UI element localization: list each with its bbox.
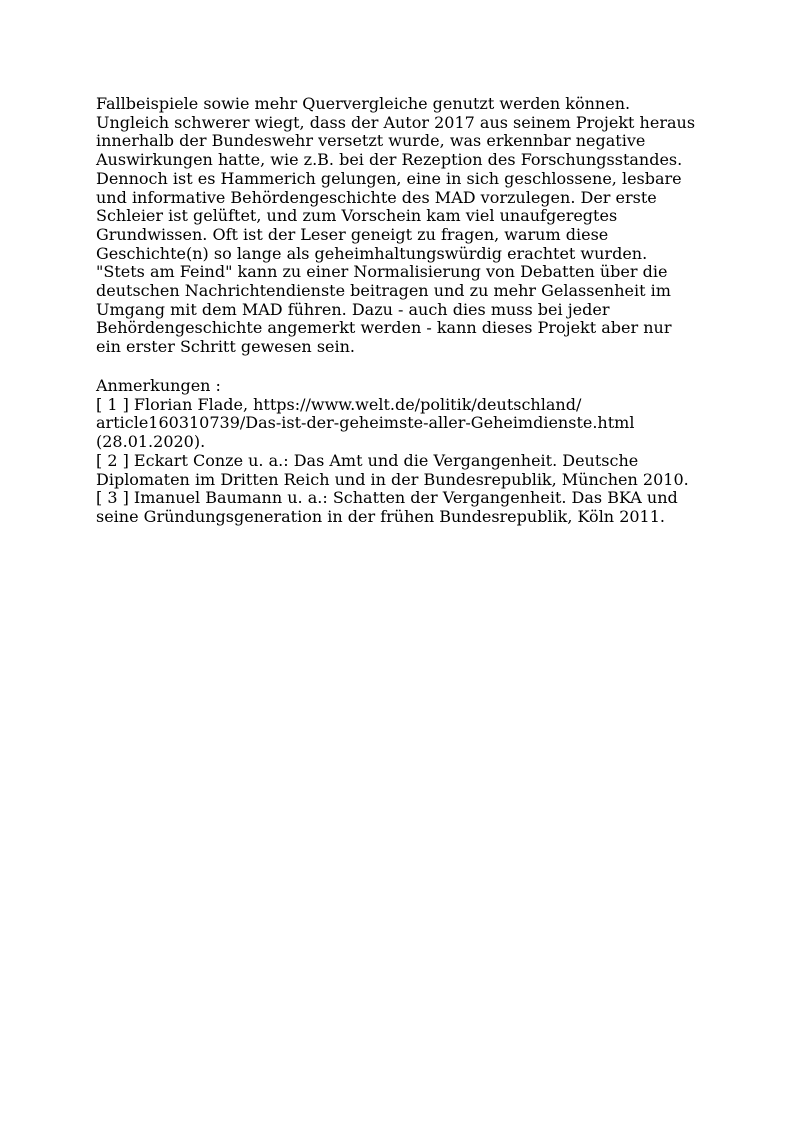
body-line: Umgang mit dem MAD führen. Dazu - auch dies muss bei jeder	[96, 299, 610, 319]
body-line: Geschichte(n) so lange als geheimhaltungswürdig erachtet wurden.	[96, 243, 648, 263]
body-line: Fallbeispiele sowie mehr Quervergleiche genutzt werden können.	[96, 94, 631, 113]
note-line: [ 1 ] Florian Flade, https://www.welt.de/politik/deutschland/	[96, 394, 582, 414]
body-line: Ungleich schwerer wiegt, dass der Autor 2017 aus seinem Projekt heraus	[96, 112, 696, 132]
note-line: article160310739/Das-ist-der-geheimste-aller-Geheimdienste.html	[96, 413, 635, 433]
note-line: [ 3 ] Imanuel Baumann u. a.: Schatten der Vergangenheit. Das BKA und	[96, 488, 678, 508]
body-paragraph	[96, 95, 756, 357]
note-line: Diplomaten im Dritten Reich und in der Bundesrepublik, München 2010.	[96, 469, 689, 489]
body-line: deutschen Nachrichtendienste beitragen und zu mehr Gelassenheit im	[96, 281, 671, 301]
body-line: ein erster Schritt gewesen sein.	[96, 337, 356, 357]
body-line: Dennoch ist es Hammerich gelungen, eine in sich geschlossene, lesbare	[96, 168, 682, 188]
notes-heading: Anmerkungen :	[96, 376, 221, 395]
body-line: "Stets am Feind" kann zu einer Normalisierung von Debatten über die	[96, 262, 668, 282]
note-line: [ 2 ] Eckart Conze u. a.: Das Amt und die Vergangenheit. Deutsche	[96, 450, 639, 470]
note-line: seine Gründungsgeneration in der frühen Bundesrepublik, Köln 2011.	[96, 506, 665, 526]
body-line: Grundwissen. Oft ist der Leser geneigt zu fragen, warum diese	[96, 224, 609, 244]
body-line: innerhalb der Bundeswehr versetzt wurde, was erkennbar negative	[96, 131, 646, 151]
note-line: (28.01.2020).	[96, 432, 206, 452]
notes-section	[96, 377, 756, 527]
body-line: Behördengeschichte angemerkt werden - kann dieses Projekt aber nur	[96, 318, 672, 338]
body-line: und informative Behördengeschichte des MAD vorzulegen. Der erste	[96, 187, 657, 207]
body-line: Schleier ist gelüftet, und zum Vorschein kam viel unaufgeregtes	[96, 206, 618, 226]
body-line: Auswirkungen hatte, wie z.B. bei der Rezeption des Forschungsstandes.	[96, 150, 683, 170]
